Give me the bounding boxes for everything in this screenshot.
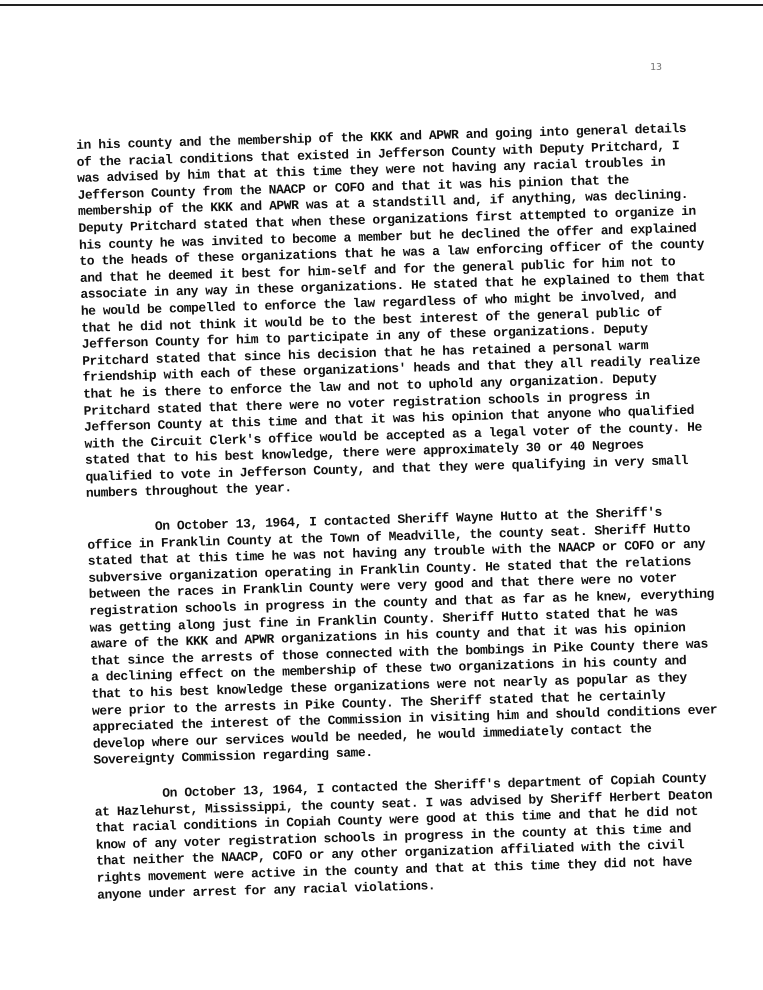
document-body: [76, 121, 722, 904]
paragraph-franklin-county: On October 13, 1964, I contacted Sheriff Wayne Hutto at the Sheriff's office in Franklin County at the Town of Meadville, the county seat. Sheriff Hutto stated that at this time he was not having any trouble with the NAACP or COFO or any subversive organization operating in Franklin County. He stated that the relations between the races in Franklin County were very good and that there were no voter registration schools in progress in the county and that as far as he knew, everything was getting along just fine in Franklin County. Sheriff Hutto stated that he was aware of the KKK and APWR organizations in his county and that it was his opinion that since the arrests of those connected with the bombings in Pike County there was a declining effect on the membership of these two organizations in his county and that to his best knowledge these organizations were not nearly as popular as they were prior to the arrests in Pike County. The Sheriff stated that he certainly appreciated the interest of the Commission in visiting him and should conditions ever develop where our services would be needed, he would immediately contact the Sovereignty Commission regarding same.: [87, 504, 718, 769]
paragraph-jefferson-county: in his county and the membership of the KKK and APWR and going into general details of the racial conditions that existed in Jefferson County with Deputy Pritchard, I was advised by him that at this time they were not having any racial troubles in Jefferson County from the NAACP or COFO and that it was his pinion that the membership of the KKK and APWR was at a standstill and, if anything, was declining. Deputy Pritchard stated that when these organizations first attempted to organize in his county he was invited to become a member but he declined the offer and explained to the heads of these organizations that he was a law enforcing officer of the county and that he deemed it best for him-self and for the general public for him not to associate in any way in these organizations. He stated that he explained to them that he would be compelled to enforce the law regardless of who might be involved, and that he did not think it would be to the best interest of the general public of Jefferson County for him to participate in any of these organizations. Deputy Pritchard stated that since his decision that he has retained a personal warm friendship with each of these organizations' heads and that they all readily realize that he is there to enforce the law and not to uphold any organization. Deputy Pritchard stated that there were no voter registration schools in progress in Jefferson County at this time and that it was his opinion that anyone who qualified with the Circuit Clerk's office would be accepted as a legal voter of the county. He stated that to his best knowledge, there were approximately 30 or 40 Negroes qualified to vote in Jefferson County, and that they were qualifying in very small numbers throughout the year.: [76, 120, 706, 502]
page-mark: 13: [650, 62, 663, 73]
paragraph-copiah-county: On October 13, 1964, I contacted the Sheriff's department of Copiah County at Hazlehurst, Mississippi, the county seat. I was advised by Sheriff Herbert Deaton that racial conditions in Copiah County were good at this time and that he did not know of any voter registration schools in progress in the county at this time and that neither the NAACP, COFO or any other organization affiliated with the civil rights movement were active in the county and that at this time they did not have anyone under arrest for any racial violations.: [94, 770, 713, 903]
scan-top-border: [0, 4, 763, 6]
